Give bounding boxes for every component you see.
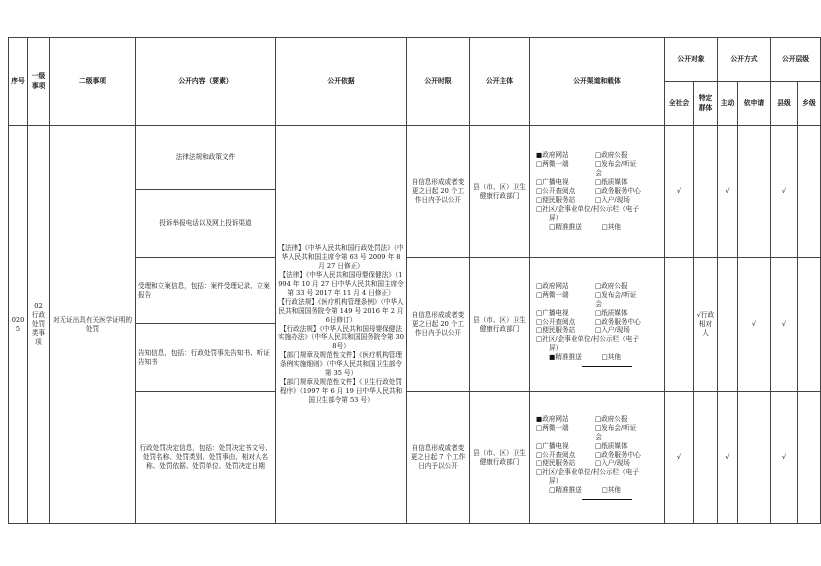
channel-line: □公开查阅点 □政务服务中心 xyxy=(536,187,641,196)
header-target: 公开对象 xyxy=(665,38,718,82)
content-cell: 投诉举报电话以及网上投诉渠道 xyxy=(136,190,276,258)
channels-cell xyxy=(530,258,665,392)
channel-line: □公开查阅点 □政务服务中心 xyxy=(536,317,641,326)
basis-item: 【部门规章及规范性文件】《卫生行政处罚程序》（1997 年 6 月 19 日中华人民共和国卫生部令第 53 号） xyxy=(279,377,403,404)
channel-line: □社区/企事业单位/村公示栏（电子 xyxy=(536,468,639,477)
channel-line: 屏） xyxy=(536,344,563,353)
header-content: 公开内容（要素） xyxy=(136,38,276,126)
row-level1: 02 行政处罚类事项 xyxy=(28,126,50,524)
channel-line: □广播电视 □纸质媒体 xyxy=(536,178,628,187)
level-town-mark xyxy=(798,392,821,524)
target-specific-mark: √行政相对人 xyxy=(694,258,718,392)
channel-line: 屏） xyxy=(536,213,563,222)
channel-line: □便民服务站 □入户/现场 xyxy=(536,326,630,335)
disclosure-table xyxy=(8,37,821,524)
channel-line: 会 xyxy=(536,299,602,308)
channel-line: 屏） xyxy=(536,477,563,486)
channel-line: □精准推送 □其他 xyxy=(536,222,621,231)
target-all-mark: √ xyxy=(665,126,694,258)
time-cell: 自信息形成或者变更之日起 20 个工作日内予以公开 xyxy=(407,126,470,258)
header-level1: 一级事项 xyxy=(28,38,50,126)
channel-line: ■政府网站 □政府公报 xyxy=(536,414,628,423)
mode-apply-mark xyxy=(738,126,771,258)
subject-cell: 县（市、区）卫生健康行政部门 xyxy=(470,258,530,392)
channel-line: □两微一端 □发布会/听证 xyxy=(536,290,637,299)
underline-rule xyxy=(582,362,632,367)
content-cell: 受理和立案信息，包括：案件受理记录、立案报告 xyxy=(136,258,276,324)
channel-line: □公开查阅点 □政务服务中心 xyxy=(536,450,641,459)
header-mode: 公开方式 xyxy=(718,38,771,82)
content-cell: 告知信息，包括：行政处罚事先告知书、听证告知书 xyxy=(136,324,276,392)
basis-item: 【行政法规】《医疗机构管理条例》（中华人民共和国国务院令第 149 号 2016 年 2 月 6日修订） xyxy=(278,297,404,324)
mode-apply-mark xyxy=(738,392,771,524)
channel-line: □政府网站 □政府公报 xyxy=(536,281,628,290)
header-channels: 公开渠道和载体 xyxy=(530,38,665,126)
basis-item: 【部门规章及规范性文件】《医疗机构管理条例实施细则》（中华人民共和国卫生部令第 35 号） xyxy=(280,351,402,377)
level-county-mark: √ xyxy=(771,392,798,524)
target-specific-mark xyxy=(694,126,718,258)
header-subject: 公开主体 xyxy=(470,38,530,126)
basis-item: 【法律】《中华人民共和国行政处罚法》（中华人民共和国主席令第 63 号 2009 年 8 月 27 日修正） xyxy=(278,244,404,271)
channel-line: ■政府网站 □政府公报 xyxy=(536,151,628,160)
target-all-mark: √ xyxy=(665,392,694,524)
subject-cell: 县（市、区）卫生健康行政部门 xyxy=(470,126,530,258)
row-level2: 对无证出具有关医学证明的处罚 xyxy=(50,126,136,524)
header-target-all: 全社会 xyxy=(665,82,694,126)
underline-rule xyxy=(582,495,632,500)
channel-line: 会 xyxy=(536,169,602,178)
channel-line: □便民服务站 □入户/现场 xyxy=(536,195,630,204)
channel-line: □广播电视 □纸质媒体 xyxy=(536,308,628,317)
header-level: 公开层级 xyxy=(771,38,821,82)
basis-cell xyxy=(276,126,407,524)
level-county-mark: √ xyxy=(771,126,798,258)
time-cell: 自信息形成或者变更之日起 7 个工作日内予以公开 xyxy=(407,392,470,524)
target-all-mark xyxy=(665,258,694,392)
channel-line: 会 xyxy=(536,432,602,441)
header-level-town: 乡级 xyxy=(798,82,821,126)
level-town-mark xyxy=(798,126,821,258)
channels-cell xyxy=(530,392,665,524)
channel-line: □社区/企事业单位/村公示栏（电子 xyxy=(536,335,639,344)
time-cell: 自信息形成或者变更之日起 20 个工作日内予以公开 xyxy=(407,258,470,392)
channel-line: □便民服务站 □入户/现场 xyxy=(536,459,630,468)
content-cell: 行政处罚决定信息，包括：处罚决定书文号、处罚名称、处罚类别、处罚事由、相对人名称、处罚依据、处罚单位、处罚决定日期 xyxy=(136,392,276,524)
channel-line: ■精准推送 □其他 xyxy=(536,353,621,362)
mode-active-mark xyxy=(718,258,738,392)
mode-active-mark: √ xyxy=(718,126,738,258)
header-mode-active: 主动 xyxy=(718,82,738,126)
channel-line: □精准推送 □其他 xyxy=(536,486,621,495)
channel-line: □广播电视 □纸质媒体 xyxy=(536,441,628,450)
header-mode-apply: 依申请 xyxy=(738,82,771,126)
content-cell: 法律法规和政策文件 xyxy=(136,126,276,190)
channels-cell xyxy=(530,126,665,258)
header-seq: 序号 xyxy=(9,38,28,126)
header-level2: 二级事项 xyxy=(50,38,136,126)
mode-apply-mark: √ xyxy=(738,258,771,392)
target-specific-mark xyxy=(694,392,718,524)
channel-line: □社区/企事业单位/村公示栏（电子 xyxy=(536,204,639,213)
basis-item: 【法律】《中华人民共和国母婴保健法》（1994 年 10 月 27 日中华人民共和国主席令第 33 号 2017 年 11 月 4 日修正） xyxy=(278,271,404,297)
channel-line: □两微一端 □发布会/听证 xyxy=(536,160,637,169)
level-town-mark xyxy=(798,258,821,392)
header-basis: 公开依据 xyxy=(276,38,407,126)
level-county-mark: √ xyxy=(771,258,798,392)
basis-item: 【行政法规】《中华人民共和国母婴保健法实施办法》（中华人民共和国国务院令第 308号） xyxy=(278,324,404,351)
header-target-specific: 特定群体 xyxy=(694,82,718,126)
row-seq: 0205 xyxy=(9,126,28,524)
channel-line: □两微一端 □发布会/听证 xyxy=(536,423,637,432)
mode-active-mark: √ xyxy=(718,392,738,524)
header-level-county: 县级 xyxy=(771,82,798,126)
header-time: 公开时限 xyxy=(407,38,470,126)
subject-cell: 县（市、区）卫生健康行政部门 xyxy=(470,392,530,524)
